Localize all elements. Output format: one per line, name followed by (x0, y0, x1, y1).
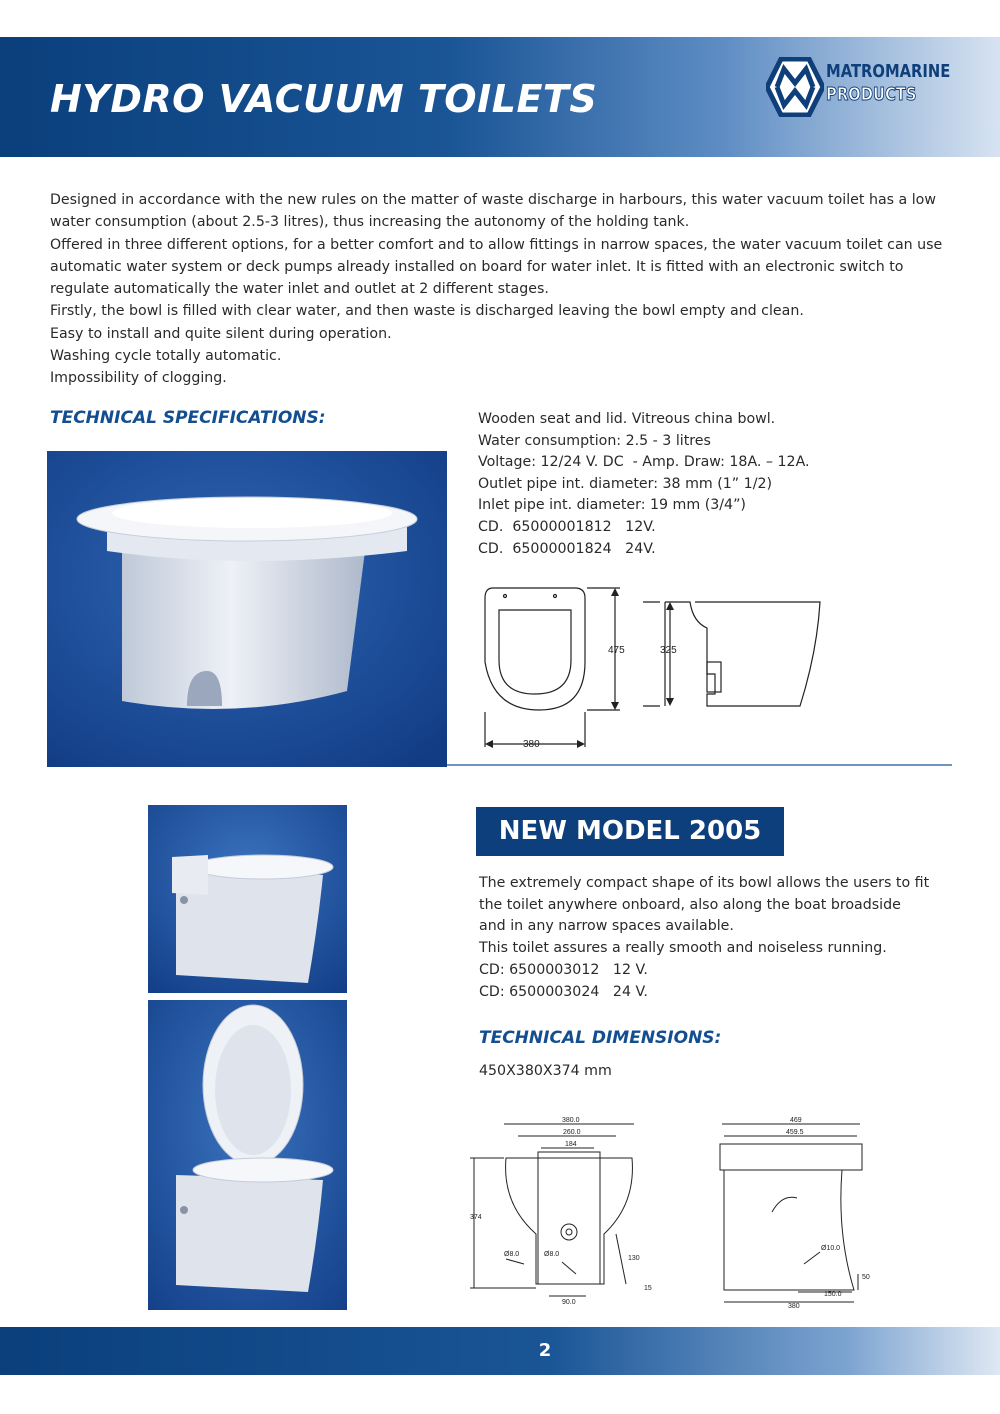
new-model-line: CD: 6500003012 12 V. (479, 961, 648, 978)
tech-specs-heading: TECHNICAL SPECIFICATIONS: (50, 408, 326, 428)
spec-line: Wooden seat and lid. Vitreous china bowl. (478, 411, 776, 427)
new-model-line: This toilet assures a really smooth and noiseless running. (479, 940, 887, 957)
dim-side-4595: 459.5 (786, 1129, 804, 1136)
toilet-photo-open (148, 1000, 347, 1310)
section-divider (447, 764, 952, 766)
new-model-line: CD: 6500003024 24 V. (479, 983, 648, 1000)
new-model-line: The extremely compact shape of its bowl allows the users to fit (479, 875, 930, 891)
spec-technical-drawing (475, 582, 835, 754)
toilet-photo-closed (148, 805, 347, 993)
page-number: 2 (538, 1340, 552, 1361)
dim-bowl-height-label: 325 (660, 645, 677, 656)
front-dimension-drawing (466, 1114, 691, 1310)
new-model-banner: NEW MODEL 2005 (476, 807, 784, 856)
dim-front-184: 184 (565, 1141, 577, 1148)
toilet-photo-main (47, 451, 447, 767)
new-model-description (479, 873, 954, 1003)
intro-paragraph: Washing cycle totally automatic. (50, 348, 282, 365)
brand-logo (766, 57, 956, 119)
new-model-line: the toilet anywhere onboard, also along the boat broadside (479, 896, 901, 913)
spec-line: Voltage: 12/24 V. DC - Amp. Draw: 18A. – 12A. (478, 454, 810, 471)
dim-front-15: 15 (644, 1285, 652, 1292)
intro-paragraph: Impossibility of clogging. (50, 370, 227, 387)
dim-side-d10: Ø10.0 (821, 1245, 841, 1252)
dim-front-374: 374 (470, 1214, 482, 1221)
dim-side-50: 50 (862, 1274, 870, 1281)
spec-line: Outlet pipe int. diameter: 38 mm (1” 1/2) (478, 475, 773, 492)
tech-dimensions-value: 450X380X374 mm (479, 1063, 612, 1079)
page-header (0, 37, 1000, 157)
matromarine-logo-icon (766, 57, 824, 117)
intro-paragraph: Firstly, the bowl is filled with clear water, and then waste is discharged leaving the bowl empty and clean. (50, 303, 804, 320)
logo-line-1: MATROMARINE (826, 61, 951, 82)
side-dimension-drawing (712, 1114, 887, 1310)
dim-front-90: 90.0 (562, 1299, 576, 1306)
dim-height-label: 475 (608, 645, 625, 656)
intro-paragraph: Designed in accordance with the new rules on the matter of waste discharge in harbours, this water vacuum toilet has a low water consumption (about 2.5-3 litres), thus increasing the autonomy of the holding tank. (50, 192, 936, 231)
tech-dimensions-heading: TECHNICAL DIMENSIONS: (479, 1028, 722, 1048)
logo-line-2: PRODUCTS (826, 84, 917, 105)
dim-width-label: 380 (523, 739, 540, 750)
tech-specs-list (478, 409, 948, 560)
dim-front-380: 380.0 (562, 1117, 580, 1124)
dim-front-130: 130 (628, 1255, 640, 1262)
spec-line: CD. 65000001824 24V. (478, 540, 656, 557)
dim-front-d8a: Ø8.0 (504, 1251, 520, 1258)
dim-side-469: 469 (790, 1117, 802, 1124)
dim-front-d8b: Ø8.0 (544, 1251, 560, 1258)
page-title: HYDRO VACUUM TOILETS (50, 77, 598, 121)
dim-side-380: 380 (788, 1303, 800, 1310)
spec-line: Inlet pipe int. diameter: 19 mm (3/4”) (478, 497, 746, 514)
new-model-line: and in any narrow spaces available. (479, 918, 734, 935)
spec-line: CD. 65000001812 12V. (478, 518, 656, 535)
spec-line: Water consumption: 2.5 - 3 litres (478, 432, 711, 449)
dim-front-260: 260.0 (563, 1129, 581, 1136)
dim-side-150: 150.0 (824, 1291, 842, 1298)
intro-text (50, 189, 950, 390)
intro-paragraph: Offered in three different options, for a better comfort and to allow fittings in narrow spaces, the water vacuum toilet can use automatic water system or deck pumps already installed on board for water inlet. It is fitted with an electronic switch to regulate automatically the water inlet and outlet at 2 different stages. (50, 236, 943, 298)
page-footer (0, 1327, 1000, 1375)
intro-paragraph: Easy to install and quite silent during operation. (50, 325, 392, 342)
